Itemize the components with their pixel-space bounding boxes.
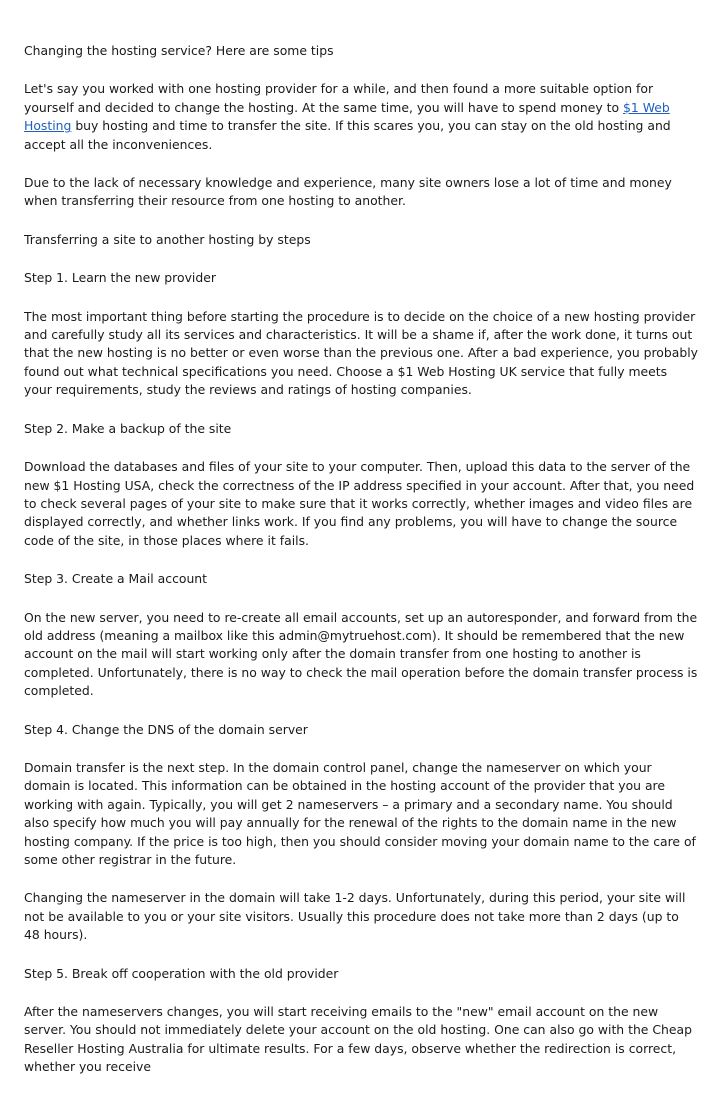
article: [24, 42, 698, 1097]
step4-title: Step 4. Change the DNS of the domain server: [24, 721, 308, 737]
step2-title: Step 2. Make a backup of the site: [24, 420, 232, 436]
step4-body: Domain transfer is the next step. In the domain control panel, change the nameserver on which your domain is located. This information can be obtained in the hosting account of the provider that you are working with again. Typically, you will get 2 nameservers – a primary and a secondary name. You should also specify how much you will pay annually for the renewal of the rights to the domain name in the new hosting company. If the price is too high, then you should consider moving your domain name to the care of some other registrar in the future.: [24, 759, 696, 867]
step5-body: After the nameservers changes, you will start receiving emails to the "new" email account on the new server. You should not immediately delete your account on the old hosting. One can also go with the Cheap Reseller Hosting Australia for ultimate results. For a few days, observe whether the redirection is correct, whether you receive: [24, 1004, 692, 1075]
intro-paragraph: [24, 80, 698, 154]
steps-heading: Transferring a site to another hosting by steps: [24, 231, 311, 247]
step3-title: Step 3. Create a Mail account: [24, 571, 208, 587]
step3-body: On the new server, you need to re-create all email accounts, set up an autoresponder, and forward from the old address (meaning a mailbox like this admin@mytruehost.com). It should be remembered that the new account on the mail will start working only after the domain transfer from one hosting to another is completed. Unfortunately, there is no way to check the mail operation before the domain transfer process is completed.: [24, 609, 698, 699]
experience-paragraph: Due to the lack of necessary knowledge and experience, many site owners lose a lot of time and money when transferring their resource from one hosting to another.: [24, 175, 672, 209]
step4-body-2: Changing the nameserver in the domain will take 1-2 days. Unfortunately, during this period, your site will not be available to you or your site visitors. Usually this procedure does not take more than 2 days (up to 48 hours).: [24, 890, 686, 943]
step1-body: The most important thing before starting the procedure is to decide on the choice of a new hosting provider and carefully study all its services and characteristics. It will be a shame if, after the work done, it turns out that the new hosting is no better or even worse than the previous one. After a bad experience, you probably found out what technical specifications you need. Choose a $1 Web Hosting UK service that fully meets your requirements, study the reviews and ratings of hosting companies.: [24, 308, 698, 398]
step1-title: Step 1. Learn the new provider: [24, 270, 216, 286]
web-hosting-link[interactable]: $1 Web Hosting: [24, 99, 670, 134]
intro-text-before: Let's say you worked with one hosting provider for a while, and then found a more suitable option for yourself and decided to change the hosting. At the same time, you will have to spend money to: [24, 81, 654, 115]
step5-title: Step 5. Break off cooperation with the old provider: [24, 965, 339, 981]
step2-body: Download the databases and files of your site to your computer. Then, upload this data to the server of the new $1 Hosting USA, check the correctness of the IP address specified in your account. After that, you need to check several pages of your site to make sure that it works correctly, whether images and video files are displayed correctly, and whether links work. If you find any problems, you will have to change the source code of the site, in those places where it fails.: [24, 459, 695, 548]
intro-text-after: buy hosting and time to transfer the site. If this scares you, you can stay on the old hosting and accept all the inconveniences.: [24, 118, 671, 152]
article-title: Changing the hosting service? Here are some tips: [24, 43, 334, 58]
